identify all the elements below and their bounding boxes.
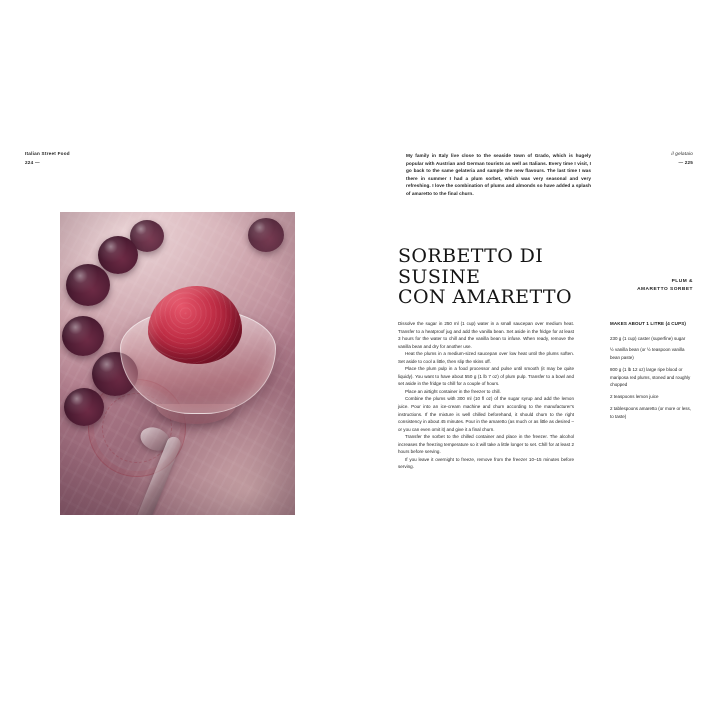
running-head-left [25,150,70,167]
recipe-method [398,320,574,471]
method-step: Heat the plums in a medium-sized saucepan over low heat until the plums soften. Set aside to cool a little, then slip the skins off. [398,351,574,364]
recipe-subtitle-line-1: PLUM & [671,279,693,284]
recipe-title-line-1: SORBETTO DI SUSINE [398,245,544,288]
recipe-subtitle [621,278,693,294]
method-step: Place an airtight container in the freezer to chill. [405,388,501,394]
recipe-sidebar [610,320,692,424]
recipe-title-line-2: CON AMARETTO [398,286,572,309]
method-step: Combine the plums with 300 ml (10 fl oz) of the sugar syrup and add the lemon juice. Pour into an ice-cream machine and churn according to the manufacturer's instructions. If the mixture is well chilled beforehand, it should churn to the right consistency in about 45 minutes. Pour in the amaretto (as much or as little as desired – or you can even omit it) and give it a final churn. [398,396,574,432]
method-step: Dissolve the sugar in 250 ml (1 cup) water in a small saucepan over medium heat. Transfer to a heatproof jug and add the vanilla bean. Set aside in the fridge for at least 3 hours for the water to chill and the vanilla bean to infuse. When ready, remove the vanilla bean and dry for another use. [398,321,574,349]
running-head-right [671,150,693,167]
page-number-left: 224 — [25,159,40,165]
method-step: If you leave it overnight to freeze, remove from the freezer 10–15 minutes before serving. [398,456,574,470]
right-page [360,0,720,720]
recipe-subtitle-line-2: AMARETTO SORBET [637,287,693,293]
method-step: Place the plum pulp in a food processor and pulse until smooth (it may be quite liquidy). You want to have about 550 g (1 lb 7 oz) of plum pulp. Transfer to a bowl and set aside in the fridge to chill for a couple of hours. [398,366,574,387]
recipe-yield: MAKES ABOUT 1 LITRE (4 CUPS) [610,321,687,326]
photo-vignette [60,212,295,515]
ingredient-item: 800 g (1 lb 12 oz) large ripe blood or mariposa red plums, stoned and roughly chopped [610,366,691,388]
ingredient-item: 2 teaspoons lemon juice [610,394,659,400]
recipe-intro: My family in Italy live close to the seaside town of Grado, which is hugely popular with Austrian and German tourists as well as Italians. Every time I visit, I go back to the same gelateria and sample the new flavours. The last time I was there in summer I had a plum sorbet, which was very seasonal and very refreshing. I love the combination of plums and almonds so have added a splash of amaretto to the final churn. [406,153,591,197]
chapter-title: il gelataio [671,151,693,156]
recipe-photo [60,212,295,515]
ingredient-item: 230 g (1 cup) caster (superfine) sugar [610,335,686,341]
method-step: Transfer the sorbet to the chilled container and place in the freezer. The alcohol increases the freezing temperature so it will take a little longer to set. Chill for at least 2 hours before serving. [398,434,574,455]
ingredient-item: 2 tablespoons amaretto (or more or less, to taste) [610,405,692,419]
book-title: Italian Street Food [25,151,70,156]
recipe-title [398,246,618,308]
ingredients-list [610,335,692,421]
ingredient-item: ½ vanilla bean (or ½ teaspoon vanilla bean paste) [610,347,685,361]
page-number-right: — 225 [678,159,693,165]
